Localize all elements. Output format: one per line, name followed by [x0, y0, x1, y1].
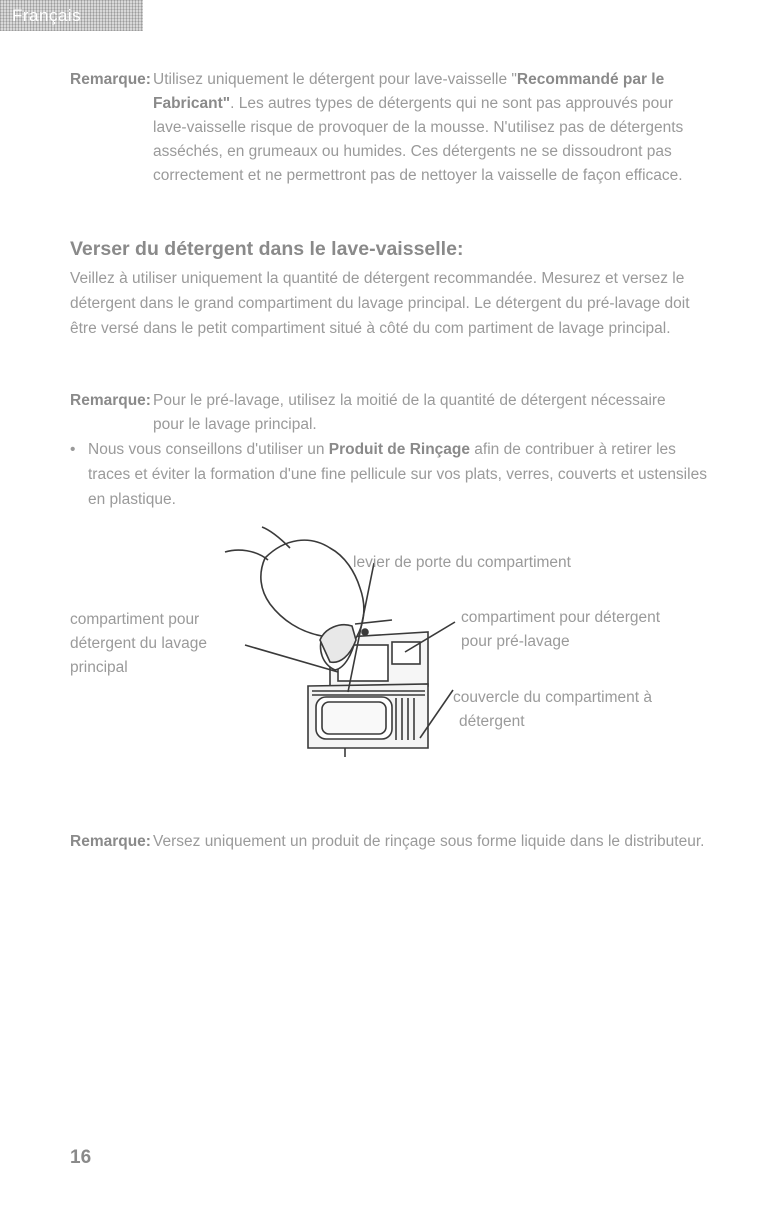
label-prewash-line: pour pré-lavage — [461, 633, 570, 650]
label-cover-line: couvercle du compartiment à — [453, 689, 653, 706]
language-tab: Français — [0, 0, 143, 31]
label-main-line: détergent du lavage — [70, 635, 208, 652]
bullet-symbol: • — [70, 441, 76, 458]
note-text-lead: Utilisez uniquement le détergent pour lave-vaisselle " — [153, 71, 517, 88]
note-label: Remarque: — [70, 392, 151, 409]
section-paragraph: Veillez à utiliser uniquement la quantité de détergent recommandée. Mesurez et versez le détergent dans le grand compartiment du lavage principal. Le détergent du pré-lavage doit être versé dans le petit compartiment situé à côté du com partiment de lavage principal. — [70, 270, 690, 337]
cover-inner-window — [322, 702, 386, 734]
label-main-line: compartiment pour — [70, 611, 200, 628]
label-prewash-line: compartiment pour détergent — [461, 609, 661, 626]
note-text: Versez uniquement un produit de rinçage sous forme liquide dans le distributeur. — [153, 833, 705, 850]
bullet-text-rest: afin de contribuer à retirer les traces et éviter la formation d'une fine pellicule sur vos plats, verres, couverts et ustensiles en plastique. — [88, 441, 707, 508]
label-cover-line: détergent — [459, 713, 525, 730]
note-label: Remarque: — [70, 833, 151, 850]
bullet-text-emphasis: Produit de Rinçage — [328, 441, 470, 458]
label-main-compartment — [70, 608, 207, 680]
label-prewash-compartment — [461, 606, 660, 654]
note-liquid-rinse — [70, 830, 710, 854]
label-cover — [453, 686, 652, 734]
bullet-text-lead: Nous vous conseillons d'utiliser un — [88, 441, 329, 458]
note-text: Pour le pré-lavage, utilisez la moitié de la quantité de détergent nécessaire pour le lavage principal. — [153, 392, 666, 433]
label-lever: levier de porte du compartiment — [353, 554, 571, 571]
note-text-rest: . Les autres types de détergents qui ne sont pas approuvés pour lave-vaisselle risque de provoquer de la mousse. N'utilisez pas de détergents asséchés, en grumeaux ou humides. Ces détergents ne se dissoudront pas correctement et ne permettront pas de nettoyer la vaisselle de façon efficace. — [153, 95, 684, 184]
note-label: Remarque: — [70, 71, 151, 88]
note-text-emphasis: Recommandé par le Fabricant" — [153, 71, 665, 112]
section-heading: Verser du détergent dans le lave-vaisselle: — [70, 238, 464, 260]
label-main-line: principal — [70, 659, 128, 676]
page-number: 16 — [70, 1147, 92, 1168]
